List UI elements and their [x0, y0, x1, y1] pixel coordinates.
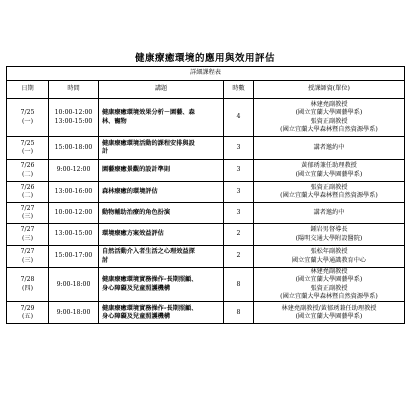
- header-topic: 講題: [99, 81, 224, 99]
- lecturer-line: 張資正副教授: [310, 183, 348, 191]
- lecturer-line: 國立宜蘭大學通識教育中心: [291, 256, 367, 264]
- lecturer-cell: [254, 268, 405, 302]
- time-line: 10:00-12:00: [54, 109, 93, 117]
- hours-cell: 2: [224, 224, 254, 246]
- lecturer-line: (國立宜蘭大學園藝學系): [295, 276, 363, 284]
- date-cell: [7, 224, 49, 246]
- date-line: 7/28: [20, 276, 35, 284]
- time-line: 9:00-18:00: [56, 308, 91, 316]
- lecturer-cell: [254, 302, 405, 324]
- table-row: [7, 99, 405, 137]
- table-body: [7, 99, 405, 324]
- topic-line: 環境療癒方案效益評估: [102, 230, 164, 238]
- time-cell: [49, 246, 99, 268]
- date-line: (一): [21, 117, 33, 125]
- date-cell: [7, 268, 49, 302]
- date-line: 7/26: [20, 183, 35, 191]
- topic-cell: [99, 246, 224, 268]
- lecturer-line: 鍾岩男督導長: [310, 226, 348, 234]
- header-time: 時間: [49, 81, 99, 99]
- lecturer-line: 黃郁琇兼任助理教授: [301, 162, 357, 170]
- lecturer-line: (國立宜蘭大學園藝學系): [295, 170, 363, 178]
- time-line: 15:00-18:00: [54, 143, 93, 151]
- date-line: 7/29: [20, 304, 35, 312]
- date-line: (五): [21, 312, 33, 320]
- topic-cell: [99, 99, 224, 137]
- table-row: [7, 160, 405, 182]
- topic-line: 計: [102, 148, 109, 155]
- time-cell: [49, 160, 99, 182]
- date-cell: [7, 99, 49, 137]
- topic-cell: [99, 160, 224, 182]
- topic-line: 健康療癒環境實務操作-長期照顧、: [102, 304, 198, 312]
- date-line: (四): [21, 284, 33, 292]
- hours-cell: 3: [224, 182, 254, 203]
- date-line: 7/25: [20, 109, 35, 117]
- table-row: [7, 302, 405, 324]
- time-cell: [49, 99, 99, 137]
- lecturer-cell: [254, 99, 405, 137]
- time-line: 9:00-12:00: [56, 166, 91, 174]
- hours-cell: 3: [224, 137, 254, 160]
- time-line: 13:00-15:00: [54, 117, 93, 125]
- hours-cell: 8: [224, 268, 254, 302]
- date-line: 7/27: [20, 226, 35, 234]
- date-line: 7/25: [20, 139, 35, 147]
- table-row: [7, 137, 405, 160]
- date-cell: [7, 203, 49, 224]
- topic-cell: [99, 137, 224, 160]
- date-cell: [7, 246, 49, 268]
- table-row: [7, 203, 405, 224]
- lecturer-line: (國立宜蘭大學園藝學系): [295, 109, 363, 117]
- topic-cell: [99, 203, 224, 224]
- topic-cell: [99, 224, 224, 246]
- lecturer-cell: [254, 182, 405, 203]
- time-line: 9:00-18:00: [56, 280, 91, 288]
- topic-line: 健康療癒環境效果分析－園藝、森: [102, 109, 195, 117]
- header-lecturer: 授課師資(單位): [254, 81, 405, 99]
- time-cell: [49, 302, 99, 324]
- date-line: (一): [21, 148, 33, 155]
- lecturer-line: (國立宜蘭大學森林暨自然資源學系): [280, 125, 378, 133]
- time-cell: [49, 203, 99, 224]
- date-line: (二): [21, 192, 33, 199]
- topic-line: 森林療癒的環境評估: [102, 187, 158, 195]
- topic-line: 討: [102, 256, 109, 264]
- hours-cell: 8: [224, 302, 254, 324]
- lecturer-cell: [254, 246, 405, 268]
- time-line: 10:00-12:00: [54, 208, 93, 216]
- time-cell: [49, 224, 99, 246]
- lecturer-line: 張松年副教授: [310, 248, 348, 256]
- topic-line: 健康療癒環境實務操作-長期照顧、: [102, 276, 198, 284]
- table-caption: 詳細課程表: [7, 67, 405, 81]
- time-cell: [49, 268, 99, 302]
- lecturer-line: (國立宜蘭大學園藝學系): [295, 312, 363, 320]
- date-cell: [7, 182, 49, 203]
- lecturer-line: 林建堯副教授/黃郁琇兼任助理教授: [281, 304, 377, 312]
- topic-line: 園藝療癒景觀的設計準則: [102, 166, 171, 174]
- lecturer-cell: [254, 137, 405, 160]
- time-cell: [49, 137, 99, 160]
- date-line: 7/26: [20, 162, 35, 170]
- date-line: (三): [21, 256, 33, 264]
- topic-line: 自然活動介入者生活之心理效益探: [102, 248, 195, 256]
- header-date: 日期: [7, 81, 49, 99]
- lecturer-line: 林建堯副教授: [310, 268, 348, 275]
- date-line: (三): [21, 213, 33, 220]
- lecturer-line: 張資正副教授: [310, 117, 348, 125]
- document-title: 健康療癒環境的應用與效用評估: [134, 53, 275, 64]
- table-header-row: [7, 81, 405, 99]
- date-line: 7/27: [20, 204, 35, 212]
- table-row: [7, 268, 405, 302]
- lecturer-cell: [254, 160, 405, 182]
- time-line: 13:00-16:00: [54, 187, 93, 195]
- lecturer-line: (國立宜蘭大學森林暨自然資源學系): [280, 192, 378, 199]
- lecturer-cell: [254, 224, 405, 246]
- date-cell: [7, 160, 49, 182]
- topic-line: 身心障礙及兒童照護機構: [102, 284, 171, 292]
- lecturer-cell: [254, 203, 405, 224]
- topic-line: 動物輔助治療的角色扮演: [102, 208, 171, 216]
- topic-line: 健康療癒環境活動的課程安排與設: [102, 139, 195, 147]
- topic-line: 林、寵物: [102, 117, 127, 125]
- lecturer-line: 林建堯副教授: [310, 100, 348, 108]
- date-line: 7/27: [20, 248, 35, 256]
- lecturer-line: (陽明交通大學附設醫院): [295, 234, 363, 242]
- lecturer-line: 講者邀約中: [313, 208, 345, 216]
- hours-cell: 4: [224, 99, 254, 137]
- date-line: (二): [21, 170, 33, 178]
- hours-cell: 3: [224, 203, 254, 224]
- topic-cell: [99, 302, 224, 324]
- date-cell: [7, 137, 49, 160]
- date-line: (三): [21, 234, 33, 242]
- lecturer-line: 講者邀約中: [313, 143, 345, 151]
- time-line: 13:00-15:00: [54, 230, 93, 238]
- table-row: [7, 246, 405, 268]
- date-cell: [7, 302, 49, 324]
- lecturer-line: 張資正副教授: [310, 284, 348, 292]
- topic-line: 身心障礙及兒童照護機構: [102, 312, 171, 320]
- topic-cell: [99, 268, 224, 302]
- hours-cell: 3: [224, 160, 254, 182]
- header-hours: 時數: [224, 81, 254, 99]
- lecturer-line: (國立宜蘭大學森林暨自然資源學系): [280, 293, 378, 301]
- time-line: 15:00-17:00: [54, 252, 93, 260]
- hours-cell: 2: [224, 246, 254, 268]
- table-row: [7, 224, 405, 246]
- table-row: [7, 182, 405, 203]
- topic-cell: [99, 182, 224, 203]
- course-schedule-table: [6, 66, 405, 324]
- time-cell: [49, 182, 99, 203]
